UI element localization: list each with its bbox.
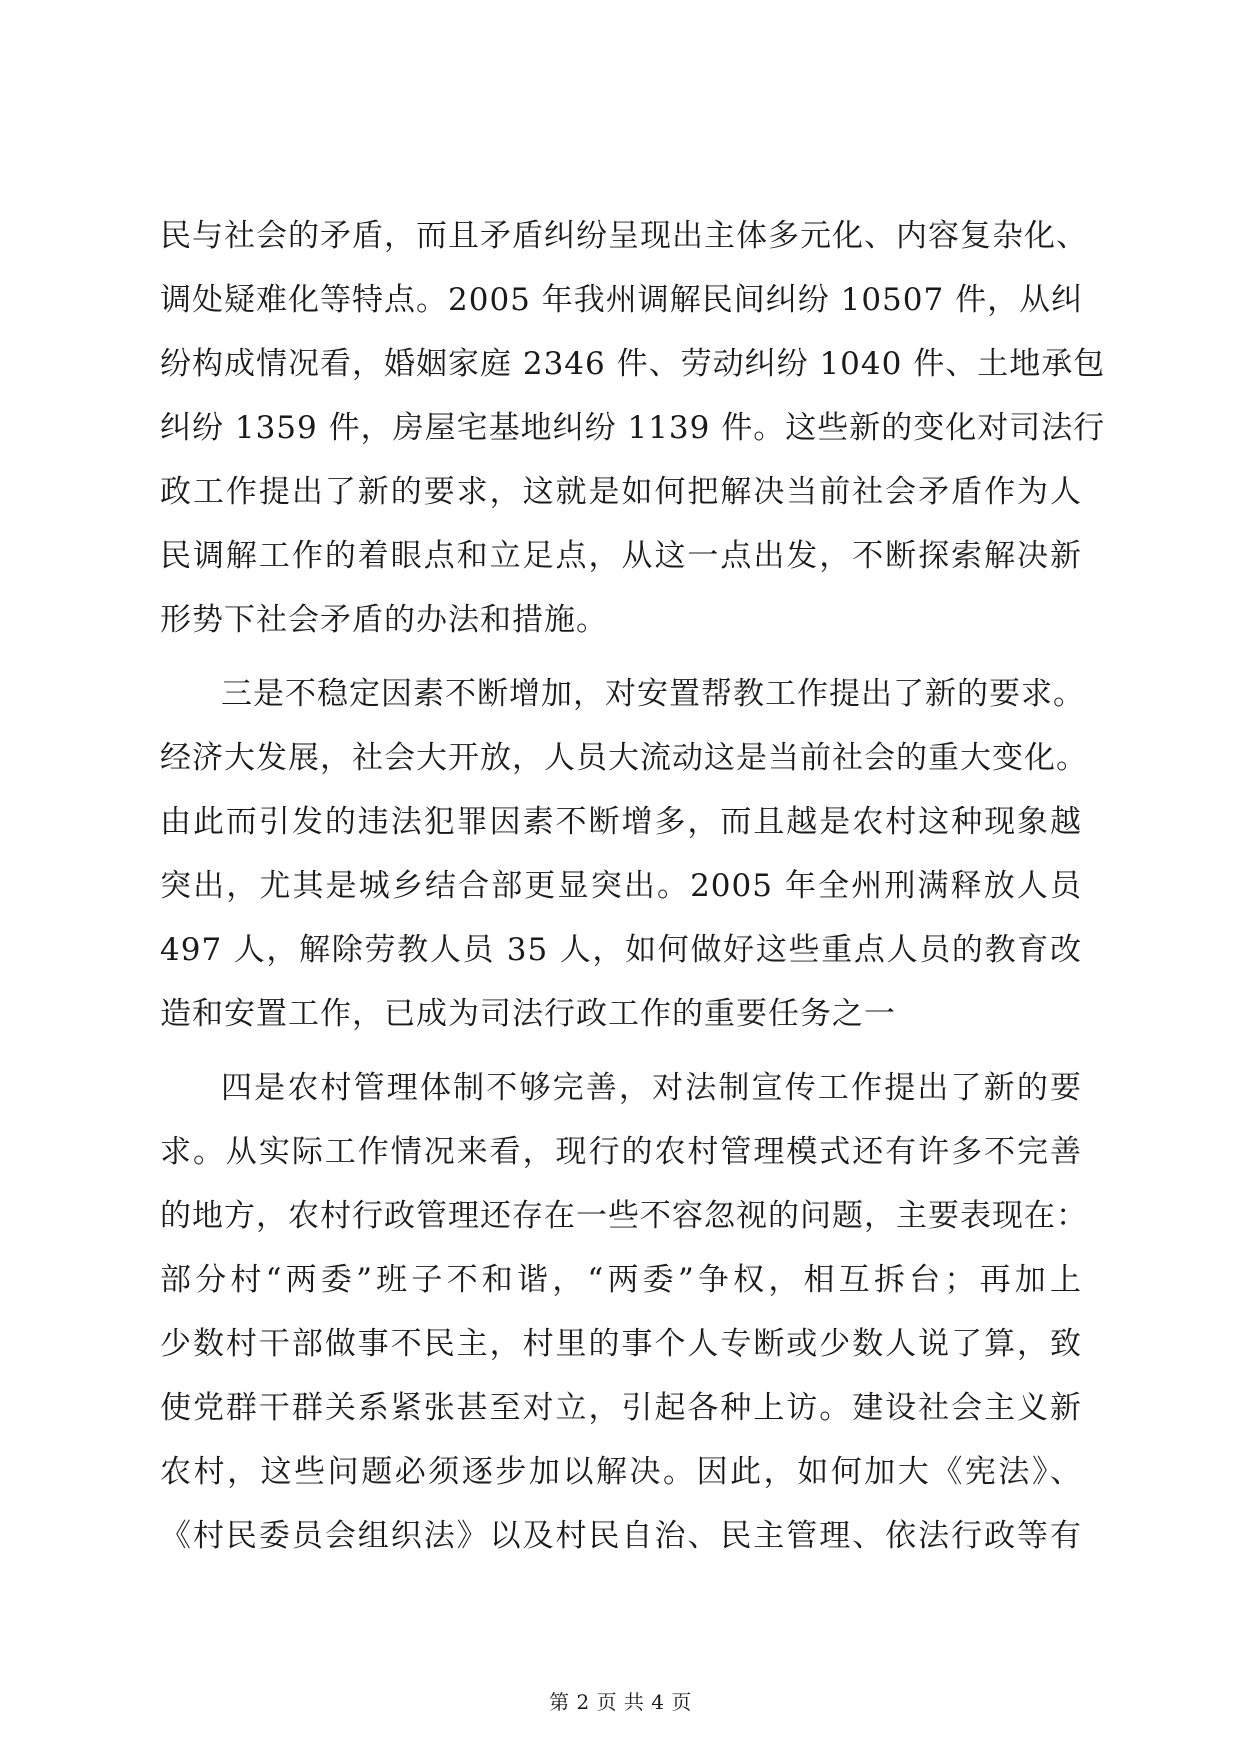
text-line: 民与社会的矛盾，而且矛盾纠纷呈现出主体多元化、内容复杂化、 [160,218,1088,254]
text-line: 求。从实际工作情况来看，现行的农村管理模式还有许多不完善 [160,1134,1082,1170]
text-line: 部分村“两委”班子不和谐，“两委”争权，相互拆台；再加上 [160,1262,1082,1298]
text-line: 突出，尤其是城乡结合部更显突出。2005 年全州刑满释放人员 [160,868,1082,904]
text-line: 农村，这些问题必须逐步加以解决。因此，如何加大《宪法》、 [160,1454,1082,1490]
paragraph-first-line: 三是不稳定因素不断增加，对安置帮教工作提出了新的要求。 [221,676,1085,712]
text-line: 497 人，解除劳教人员 35 人，如何做好这些重点人员的教育改 [160,932,1082,968]
text-line: 造和安置工作，已成为司法行政工作的重要任务之一 [160,996,896,1032]
paragraph-first-line: 四是农村管理体制不够完善，对法制宣传工作提出了新的要 [221,1070,1082,1106]
text-line: 使党群干群关系紧张甚至对立，引起各种上访。建设社会主义新 [160,1390,1082,1426]
text-line: 调处疑难化等特点。2005 年我州调解民间纠纷 10507 件，从纠 [160,282,1084,318]
text-line: 《村民委员会组织法》以及村民自治、民主管理、依法行政等有 [160,1518,1082,1554]
text-line: 的地方，农村行政管理还存在一些不容忽视的问题，主要表现在： [160,1198,1088,1234]
page-number-footer: 第 2 页 共 4 页 [549,1690,692,1714]
text-line: 经济大发展，社会大开放，人员大流动这是当前社会的重大变化。 [160,740,1088,776]
text-line: 少数村干部做事不民主，村里的事个人专断或少数人说了算，致 [160,1326,1082,1362]
text-line: 民调解工作的着眼点和立足点，从这一点出发，不断探索解决新 [160,538,1082,574]
text-line: 由此而引发的违法犯罪因素不断增多，而且越是农村这种现象越 [160,804,1082,840]
text-line: 政工作提出了新的要求，这就是如何把解决当前社会矛盾作为人 [160,474,1082,510]
text-line: 形势下社会矛盾的办法和措施。 [160,602,608,638]
text-line: 纷构成情况看，婚姻家庭 2346 件、劳动纠纷 1040 件、土地承包 [160,346,1106,382]
text-line: 纠纷 1359 件，房屋宅基地纠纷 1139 件。这些新的变化对司法行 [160,410,1106,446]
